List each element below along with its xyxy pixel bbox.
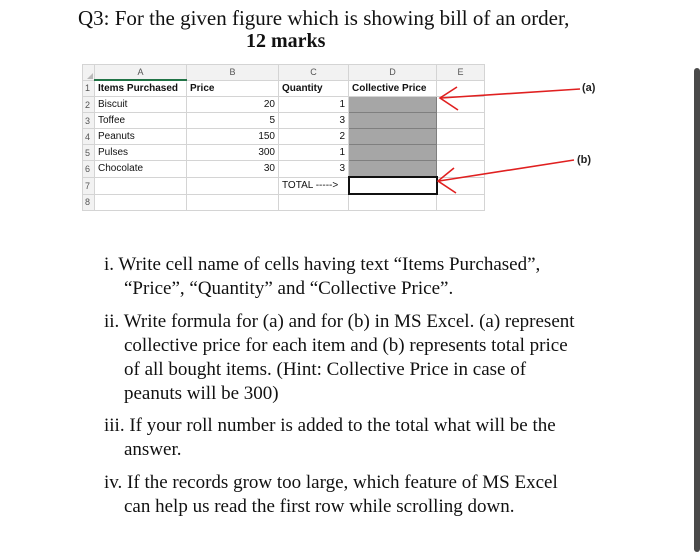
annotation-label-b: (b) xyxy=(577,154,592,166)
arrow-b-line xyxy=(439,160,574,181)
question-line: ii. Write formula for (a) and for (b) in MS Excel. (a) represent xyxy=(104,311,575,332)
cell-item: Biscuit xyxy=(95,97,187,113)
row-number: 5 xyxy=(83,145,95,161)
row-number: 6 xyxy=(83,161,95,178)
question-item-3 xyxy=(104,414,556,462)
cell-quantity-value: 3 xyxy=(279,161,349,178)
question-item-2 xyxy=(104,310,575,406)
cell-price-value: 150 xyxy=(187,129,279,145)
annotation-label-a: (a) xyxy=(582,82,596,94)
cell-items-purchased: Items Purchased xyxy=(95,80,187,97)
scrollbar[interactable] xyxy=(694,68,700,552)
cell-collective-price: Collective Price xyxy=(349,80,437,97)
question-line: “Price”, “Quantity” and “Collective Price”. xyxy=(124,278,454,299)
row-number: 4 xyxy=(83,129,95,145)
cell-item: Toffee xyxy=(95,113,187,129)
cell-quantity: Quantity xyxy=(279,80,349,97)
cell-quantity-value: 2 xyxy=(279,129,349,145)
arrow-a-line xyxy=(441,89,580,98)
cell-price: Price xyxy=(187,80,279,97)
marks-label: 12 marks xyxy=(246,30,326,52)
row-number: 1 xyxy=(83,80,95,97)
row-number: 2 xyxy=(83,97,95,113)
cell-item: Pulses xyxy=(95,145,187,161)
cell-quantity-value: 1 xyxy=(279,145,349,161)
question-item-1 xyxy=(104,253,540,301)
cell-price-value: 5 xyxy=(187,113,279,129)
column-header-d: D xyxy=(349,65,437,81)
question-line: peanuts will be 300) xyxy=(124,383,279,404)
cell-price-value: 30 xyxy=(187,161,279,178)
cell-price-value: 300 xyxy=(187,145,279,161)
question-line: answer. xyxy=(124,439,182,460)
column-header-a: A xyxy=(95,65,187,81)
cell-quantity-value: 1 xyxy=(279,97,349,113)
row-number: 8 xyxy=(83,194,95,211)
column-header-b: B xyxy=(187,65,279,81)
question-title: Q3: For the given figure which is showing bill of an order, xyxy=(78,6,570,30)
total-label: TOTAL -----> xyxy=(279,177,349,194)
cell-price-value: 20 xyxy=(187,97,279,113)
question-line: iv. If the records grow too large, which feature of MS Excel xyxy=(104,472,558,493)
cell-item: Chocolate xyxy=(95,161,187,178)
question-item-4 xyxy=(104,471,558,519)
column-header-c: C xyxy=(279,65,349,81)
cell-item: Peanuts xyxy=(95,129,187,145)
column-header-e: E xyxy=(437,65,485,81)
question-line: collective price for each item and (b) represents total price xyxy=(124,335,568,356)
cell-quantity-value: 3 xyxy=(279,113,349,129)
row-number: 3 xyxy=(83,113,95,129)
question-line: of all bought items. (Hint: Collective Price in case of xyxy=(124,359,527,380)
question-line: iii. If your roll number is added to the total what will be the xyxy=(104,415,556,436)
question-line: can help us read the first row while scrolling down. xyxy=(124,496,515,517)
row-number: 7 xyxy=(83,177,95,194)
question-line: i. Write cell name of cells having text “Items Purchased”, xyxy=(104,254,541,275)
